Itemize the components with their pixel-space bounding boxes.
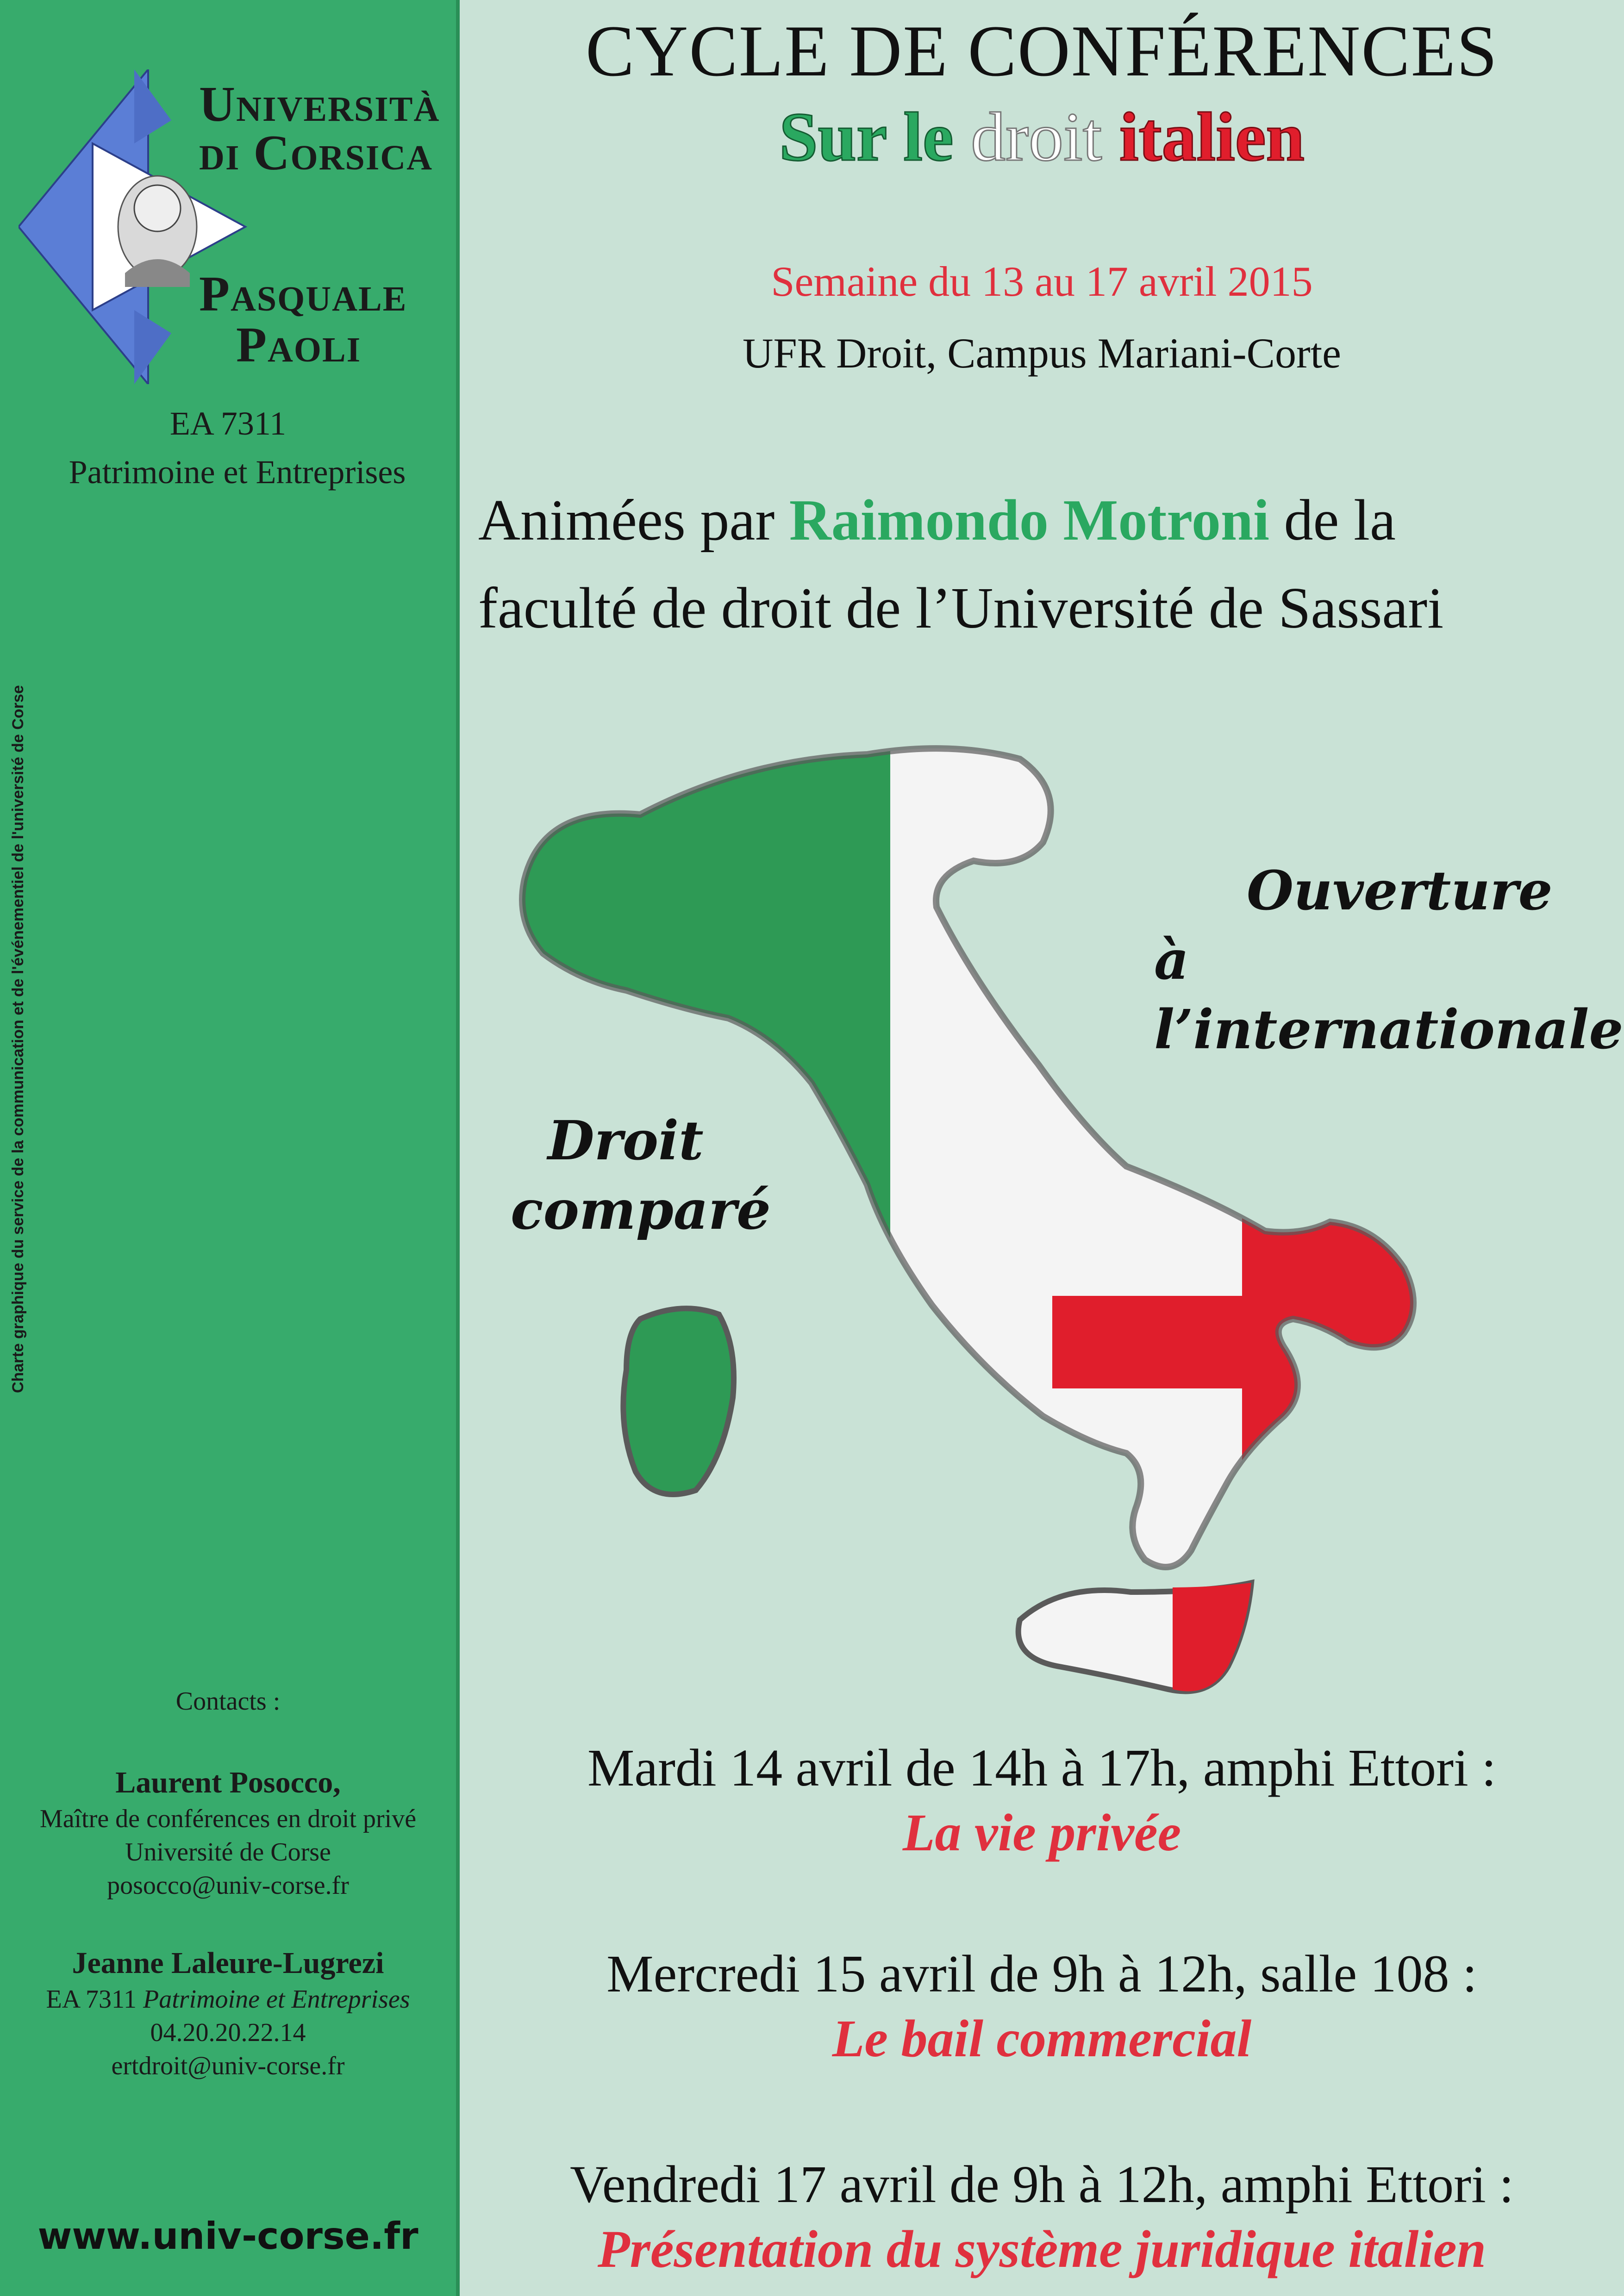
session-topic: Le bail commercial bbox=[832, 2009, 1252, 2068]
session-date: Mercredi 15 avril de 9h à 12h, salle 108 : bbox=[606, 1944, 1477, 2003]
session-date: Mardi 14 avril de 14h à 17h, amphi Ettori : bbox=[587, 1738, 1496, 1797]
vertical-credit-note: Charte graphique du service de la communication et de l'événementiel de l'université de Corse bbox=[9, 685, 27, 1393]
contact-block-1 bbox=[0, 1763, 456, 1902]
contact-block-2 bbox=[0, 1944, 456, 2083]
contact-line bbox=[0, 1983, 456, 2016]
logo-text-line4: Paoli bbox=[236, 317, 362, 373]
map-label-droit: Droit bbox=[548, 1109, 704, 1172]
speaker-name: Raimondo Motroni bbox=[789, 488, 1270, 553]
italy-map bbox=[487, 722, 1624, 1726]
session-1 bbox=[460, 1736, 1624, 1865]
logo-text-line2: di Corsica bbox=[199, 125, 433, 180]
session-2 bbox=[460, 1941, 1624, 2071]
contact-name: Laurent Posocco, bbox=[115, 1766, 341, 1799]
contact-line: Maître de conférences en droit privé bbox=[39, 1804, 417, 1833]
university-logo bbox=[19, 69, 440, 384]
speaker-line-2: faculté de droit de l’Université de Sassari bbox=[478, 576, 1444, 641]
contact-line-prefix: EA 7311 bbox=[46, 1985, 143, 2014]
map-label-internationale: à l’internationale bbox=[1154, 929, 1624, 1061]
map-label-compare: comparé bbox=[511, 1179, 771, 1242]
event-week: Semaine du 13 au 17 avril 2015 bbox=[771, 258, 1313, 305]
sidebar bbox=[0, 0, 460, 2296]
contact-email[interactable]: ertdroit@univ-corse.fr bbox=[111, 2052, 345, 2080]
main-content bbox=[460, 0, 1624, 2296]
subtitle-droit: droit bbox=[971, 99, 1102, 175]
subtitle-sur: Sur le bbox=[779, 99, 954, 175]
map-label-ouverture: Ouverture bbox=[1247, 859, 1553, 922]
speaker-line-1 bbox=[478, 477, 1622, 565]
ea-number: EA 7311 bbox=[169, 405, 287, 442]
speaker-suffix: de la bbox=[1269, 488, 1396, 553]
session-date: Vendredi 17 avril de 9h à 12h, amphi Ettori : bbox=[570, 2155, 1514, 2214]
website-link[interactable]: www.univ-corse.fr bbox=[37, 2215, 418, 2258]
page-title: CYCLE DE CONFÉRENCES bbox=[585, 11, 1499, 92]
logo-text-line1: Università bbox=[199, 77, 440, 132]
logo-text-line3: Pasquale bbox=[199, 267, 407, 322]
event-place: UFR Droit, Campus Mariani-Corte bbox=[743, 330, 1341, 377]
session-3 bbox=[460, 2152, 1624, 2282]
page-subtitle bbox=[460, 97, 1624, 177]
session-topic: Présentation du système juridique italien bbox=[597, 2220, 1487, 2278]
ea-name: Patrimoine et Entreprises bbox=[69, 454, 406, 491]
contact-line: Université de Corse bbox=[125, 1838, 331, 1867]
contact-name: Jeanne Laleure-Lugrezi bbox=[72, 1946, 384, 1980]
contact-phone: 04.20.20.22.14 bbox=[150, 2018, 306, 2047]
subtitle-italien: italien bbox=[1119, 99, 1305, 175]
contact-line-italic: Patrimoine et Entreprises bbox=[143, 1985, 410, 2014]
speaker-prefix: Animées par bbox=[478, 488, 789, 553]
session-topic: La vie privée bbox=[902, 1803, 1181, 1862]
contact-email[interactable]: posocco@univ-corse.fr bbox=[107, 1871, 349, 1900]
contacts-heading: Contacts : bbox=[175, 1687, 281, 1716]
speaker-intro bbox=[478, 477, 1622, 653]
